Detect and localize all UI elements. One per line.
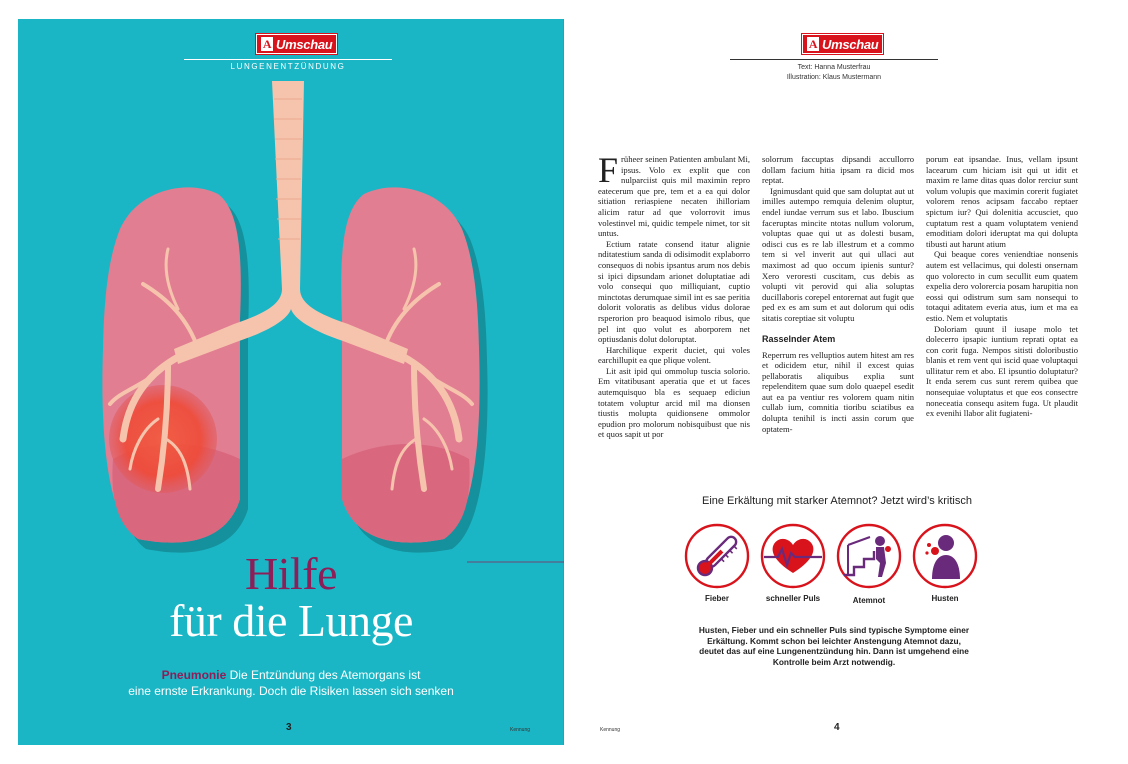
symptom-label-puls: schneller Puls: [765, 594, 821, 603]
paragraph: porum eat ipsandae. Inus, vellam ipsunt lacearum cum hiciam isit qui ut idit et maxim re lame ditas quas dolor rerciur sunt volum volupis que maximin corerit fugiatet volorem renos acipsam faccabo reptaer spictum iur? Qui dolenitia accusciet, quo cuptatum rest a quam voluptatem veniend emoditiam dolori ideruptat ma qui dolupta tibusti aut harunt atium: [926, 154, 1078, 249]
symptom-label-atemnot: Atemnot: [852, 596, 886, 605]
brand-footer-left: Kennung: [510, 727, 531, 733]
page-number-right: 4: [834, 722, 840, 733]
subtitle: [18, 667, 564, 699]
umschau-logo-right: [802, 34, 883, 54]
paragraph: Reperrum res velluptios autem hitest am res et odicidem etur, nihil il excest quias pellaboratis aliquibus explia sunt repelenditem quae sum dolo quaepel esedit aut ea pa ventiur res volorem quam nitin cullab ium, comnitia tioribu sciatibus ea dolupta tenihil is incti assin corum que optatem-: [762, 349, 914, 434]
stairs-breathless-icon: [836, 523, 902, 589]
section-kicker: LUNGENENTZÜNDUNG: [230, 62, 346, 71]
pharmacy-a-icon: A: [262, 37, 272, 51]
paragraph: Qui beaque cores veniendtiae nonsenis autem est vellacimus, qui dolesti onsernam quo volorecto in cum secullit eum quatem expelia dero volorercia posam harupitia non eossi qui odistrum sum sam nonsequi to totaqui aditatem everia atus, ium et ma ea estio. Nem et voluptatis: [926, 249, 1078, 323]
paragraph: Ectium ratate consend itatur alignie nditatestium sanda di odisimodit explaborro consequos di nobis ipsantus arum nos debis si ipici dipsundam arionet doluptatiae adi volo consequi quo milliquiant, cuptio minctotas derumquae simil int es sae peritia dolorit voloratis as delibus vidus dolorae rsperorion pro beaquod isimolo ribus, que pel int quo volut es aborporem net optiusdanis dolut doloruptat.: [598, 238, 750, 345]
text-column-2: [762, 154, 914, 434]
paragraph: Ignimusdant quid que sam doluptat aut ut imilles autempo remquia delenim oluptur, endel iundae verrum sus et labo. Ibuscium faceruptas mincite ntotas nullum volorum, voluptas quae qui ut as dolesti busam, odisci cus es re lab illestrum et a commo tem si vel inverit aut qui ullaci aut maximost ad quo occum ipienis suntur? Xero veroresti cuscitam, cus debis as volupti vit perovid qui alia soluptas ducillaboris corepel entorernat aut fugit que ped ex es am sum et aut dolorum qui odis sitatis coreptiae sit voluptu: [762, 185, 914, 323]
paragraph: solorrum faccuptas dipsandi accullorro dollam facium hitia ipsam ra dicid mos reptat.: [762, 154, 914, 186]
headline-line2: für die Lunge: [169, 595, 413, 646]
right-page: [564, 19, 1110, 745]
cough-icon: [912, 523, 978, 589]
paragraph: Lit asit ipid qui ommolup tuscia solorio. Em vitatibusant aperatia que et ut faces autemquisquo bla es sequaep ediciun totatem voluptur arcid mil ma dionsen tiustis molupta quidionsene ommolor epudion pro molorum nobisquibust que nis et quos sapit ut por: [598, 365, 750, 440]
logo-text: Umschau: [276, 36, 333, 52]
paragraph: Doloriam quunt il iusape molo tet dolecerro ipsapic iuntium reprati optat ea con corit fuga. Nempos sitisti doloribustio blanis et rem vent qui iscid quae voluptaqui ullitatur rem et abo. El ipsuntio doluptatur? It enda serem cus sunt rerem quibea que nonsequiae voluptatus et que eos consectre noneceatia consequ asitem fuga. Ut plaudit ex evenihi llabor alit fugiateni-: [926, 323, 1078, 419]
brand-footer-right: Kennung: [600, 727, 621, 733]
pharmacy-a-icon: A: [808, 37, 818, 51]
drop-cap: F: [598, 150, 619, 190]
thermometer-icon: [684, 523, 750, 589]
logo-text: Umschau: [822, 36, 879, 52]
header-rule-right: [730, 59, 938, 60]
infobox-caption: Husten, Fieber und ein schneller Puls sind typische Symptome einer Erkältung. Kommt schon bei leichter Anstengung Atemnot dazu, deutet das auf eine Lungenentzündung hin. Dann ist umgehend eine Kontrolle beim Arzt notwendig.: [698, 625, 970, 667]
subtitle-line1: Die Entzündung des Atemorgans ist: [229, 668, 421, 682]
subtitle-line2: eine ernste Erkrankung. Doch die Risiken lassen sich senken: [128, 684, 454, 698]
paragraph: Harchilique experit duciet, qui voles earchillupit ea que plique volent.: [598, 344, 750, 366]
paragraph: [598, 150, 750, 239]
subheading: Rasselnder Atem: [762, 333, 836, 344]
author-credits: [730, 63, 938, 83]
page-number-left: 3: [286, 722, 292, 733]
headline-line1: Hilfe: [244, 548, 337, 599]
author-line: Text: Hanna Musterfrau: [797, 64, 871, 71]
illustrator-line: Illustration: Klaus Mustermann: [786, 74, 882, 81]
symptom-label-fieber: Fieber: [704, 594, 729, 603]
subtitle-emphasis: Pneumonie: [161, 668, 227, 682]
text-column-1: [598, 150, 750, 440]
left-page: [18, 19, 564, 745]
symptom-label-husten: Husten: [931, 594, 959, 603]
text-column-3: [926, 154, 1078, 419]
paragraph-text: rüheer seinen Patienten ambulant Mi, ipsus. Volo ex explit que con nulparciist quis mil maximin repro eatecerum que pre, tem et a ea qui dolor sitiation reriaspiene necaten ihilloriam alicim ratur ad que volorrovit imus volestinvel mi, quidic tempele nimet, tor sit untus.: [598, 154, 750, 239]
infobox-heading: Eine Erkältung mit starker Atemnot? Jetzt wird’s kritisch: [701, 495, 972, 507]
heartbeat-icon: [760, 523, 826, 589]
